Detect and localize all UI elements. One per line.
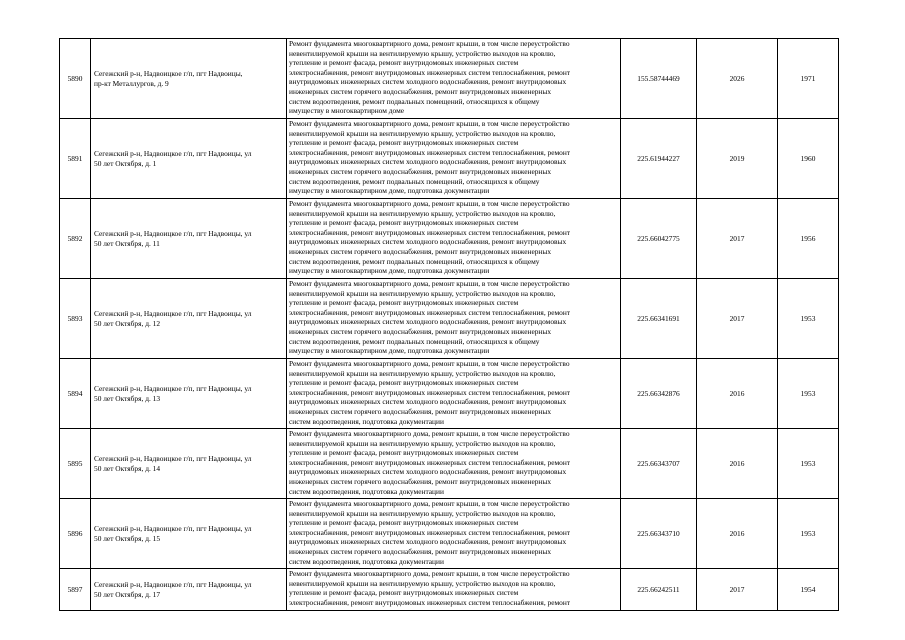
address-text: Сегежский р-н, Надвоицкое г/п, пгт Надвоицы, ул 50 лет Октября, д. 17 (94, 579, 252, 599)
table-row (60, 359, 839, 429)
works-cell (287, 119, 621, 199)
year-cell: 2019 (697, 119, 778, 199)
row-number: 5896 (60, 499, 91, 569)
built-year-cell: 1960 (778, 119, 839, 199)
built-year-cell: 1953 (778, 429, 839, 499)
works-text: Ремонт фундамента многоквартирного дома, ремонт крыши, в том числе переустройство невентилируемой крыши на вентилируемую крышу, устройство выходов на кровлю, утепление и ремонт фасада, ремонт внутридомовых инженерных систем электроснабжения, ремонт внутридомовых инженерных систем теплоснабжения, ремонт внутридомовых инженерных систем холодного водоснабжения, ремонт внутридомовых инженерных систем горячего водоснабжения, ремонт внутридомовых инженерных систем водоотведения, ремонт подвальных помещений, относящихся к общему имуществу в многоквартирном доме (289, 39, 571, 116)
row-number: 5893 (60, 279, 91, 359)
year-cell: 2017 (697, 569, 778, 611)
built-year-cell: 1953 (778, 279, 839, 359)
works-text: Ремонт фундамента многоквартирного дома, ремонт крыши, в том числе переустройство невентилируемой крыши на вентилируемую крышу, устройство выходов на кровлю, утепление и ремонт фасада, ремонт внутридомовых инженерных систем электроснабжения, ремонт внутридомовых инженерных систем теплоснабжения, ремонт внутридомовых инженерных систем холодного водоснабжения, ремонт внутридомовых инженерных систем горячего водоснабжения, ремонт внутридомовых инженерных систем водоотведения, ремонт подвальных помещений, относящихся к общему имуществу в многоквартирном доме, подготовка документации (289, 199, 571, 276)
address-cell (91, 359, 287, 429)
year-cell: 2026 (697, 39, 778, 119)
row-number: 5890 (60, 39, 91, 119)
works-text: Ремонт фундамента многоквартирного дома, ремонт крыши, в том числе переустройство невентилируемой крыши на вентилируемую крышу, устройство выходов на кровлю, утепление и ремонт фасада, ремонт внутридомовых инженерных систем электроснабжения, ремонт внутридомовых инженерных систем теплоснабжения, ремонт внутридомовых инженерных систем холодного водоснабжения, ремонт внутридомовых инженерных систем горячего водоснабжения, ремонт внутридомовых инженерных систем водоотведения, ремонт подвальных помещений, относящихся к общему имуществу в многоквартирном доме, подготовка документации (289, 119, 571, 196)
address-cell (91, 279, 287, 359)
table-row (60, 119, 839, 199)
works-cell (287, 279, 621, 359)
cost-cell: 225.66042775 (621, 199, 697, 279)
row-number: 5891 (60, 119, 91, 199)
address-cell (91, 499, 287, 569)
cost-cell: 155.58744469 (621, 39, 697, 119)
table-row (60, 279, 839, 359)
works-cell (287, 359, 621, 429)
address-cell (91, 569, 287, 611)
works-cell (287, 429, 621, 499)
built-year-cell: 1953 (778, 499, 839, 569)
table-row (60, 39, 839, 119)
address-cell (91, 39, 287, 119)
works-cell (287, 199, 621, 279)
cost-cell: 225.66242511 (621, 569, 697, 611)
year-cell: 2016 (697, 499, 778, 569)
built-year-cell: 1954 (778, 569, 839, 611)
works-text: Ремонт фундамента многоквартирного дома, ремонт крыши, в том числе переустройство невентилируемой крыши на вентилируемую крышу, устройство выходов на кровлю, утепление и ремонт фасада, ремонт внутридомовых инженерных систем электроснабжения, ремонт внутридомовых инженерных систем теплоснабжения, ремонт внутридомовых инженерных систем холодного водоснабжения, ремонт внутридомовых инженерных систем горячего водоснабжения, ремонт внутридомовых инженерных систем водоотведения, ремонт подвальных помещений, относящихся к общему имуществу в многоквартирном доме, подготовка документации (289, 279, 571, 356)
works-cell (287, 569, 621, 611)
cost-cell: 225.66342876 (621, 359, 697, 429)
address-text: Сегежский р-н, Надвоицкое г/п, пгт Надвоицы, пр-кт Металлургов, д. 9 (94, 68, 243, 88)
year-cell: 2016 (697, 429, 778, 499)
address-text: Сегежский р-н, Надвоицкое г/п, пгт Надвоицы, ул 50 лет Октября, д. 11 (94, 228, 252, 248)
works-text: Ремонт фундамента многоквартирного дома, ремонт крыши, в том числе переустройство невентилируемой крыши на вентилируемую крышу, устройство выходов на кровлю, утепление и ремонт фасада, ремонт внутридомовых инженерных систем электроснабжения, ремонт внутридомовых инженерных систем теплоснабжения, ремонт внутридомовых инженерных систем холодного водоснабжения, ремонт внутридомовых инженерных систем горячего водоснабжения, ремонт внутридомовых инженерных систем водоотведения, подготовка документации (289, 359, 571, 426)
works-cell (287, 39, 621, 119)
address-cell (91, 119, 287, 199)
address-text: Сегежский р-н, Надвоицкое г/п, пгт Надвоицы, ул 50 лет Октября, д. 12 (94, 308, 252, 328)
year-cell: 2016 (697, 359, 778, 429)
built-year-cell: 1956 (778, 199, 839, 279)
works-text: Ремонт фундамента многоквартирного дома, ремонт крыши, в том числе переустройство невентилируемой крыши на вентилируемую крышу, устройство выходов на кровлю, утепление и ремонт фасада, ремонт внутридомовых инженерных систем электроснабжения, ремонт внутридомовых инженерных систем теплоснабжения, ремонт внутридомовых инженерных систем холодного водоснабжения, ремонт внутридомовых инженерных систем горячего водоснабжения, ремонт внутридомовых инженерных систем водоотведения, подготовка документации (289, 499, 571, 566)
cost-cell: 225.66343710 (621, 499, 697, 569)
table-row (60, 499, 839, 569)
cost-cell: 225.61944227 (621, 119, 697, 199)
cost-cell: 225.66341691 (621, 279, 697, 359)
address-cell (91, 429, 287, 499)
address-text: Сегежский р-н, Надвоицкое г/п, пгт Надвоицы, ул 50 лет Октября, д. 1 (94, 148, 252, 168)
cost-cell: 225.66343707 (621, 429, 697, 499)
address-text: Сегежский р-н, Надвоицкое г/п, пгт Надвоицы, ул 50 лет Октября, д. 14 (94, 453, 252, 473)
row-number: 5895 (60, 429, 91, 499)
year-cell: 2017 (697, 199, 778, 279)
address-text: Сегежский р-н, Надвоицкое г/п, пгт Надвоицы, ул 50 лет Октября, д. 15 (94, 523, 252, 543)
register-table (59, 38, 839, 611)
row-number: 5897 (60, 569, 91, 611)
table-row (60, 429, 839, 499)
built-year-cell: 1953 (778, 359, 839, 429)
year-cell: 2017 (697, 279, 778, 359)
works-cell (287, 499, 621, 569)
address-cell (91, 199, 287, 279)
works-text: Ремонт фундамента многоквартирного дома, ремонт крыши, в том числе переустройство невентилируемой крыши на вентилируемую крышу, устройство выходов на кровлю, утепление и ремонт фасада, ремонт внутридомовых инженерных систем электроснабжения, ремонт внутридомовых инженерных систем теплоснабжения, ремонт (289, 569, 571, 607)
table-row (60, 569, 839, 611)
address-text: Сегежский р-н, Надвоицкое г/п, пгт Надвоицы, ул 50 лет Октября, д. 13 (94, 383, 252, 403)
row-number: 5892 (60, 199, 91, 279)
row-number: 5894 (60, 359, 91, 429)
works-text: Ремонт фундамента многоквартирного дома, ремонт крыши, в том числе переустройство невентилируемой крыши на вентилируемую крышу, устройство выходов на кровлю, утепление и ремонт фасада, ремонт внутридомовых инженерных систем электроснабжения, ремонт внутридомовых инженерных систем теплоснабжения, ремонт внутридомовых инженерных систем холодного водоснабжения, ремонт внутридомовых инженерных систем горячего водоснабжения, ремонт внутридомовых инженерных систем водоотведения, подготовка документации (289, 429, 571, 496)
table-row (60, 199, 839, 279)
built-year-cell: 1971 (778, 39, 839, 119)
